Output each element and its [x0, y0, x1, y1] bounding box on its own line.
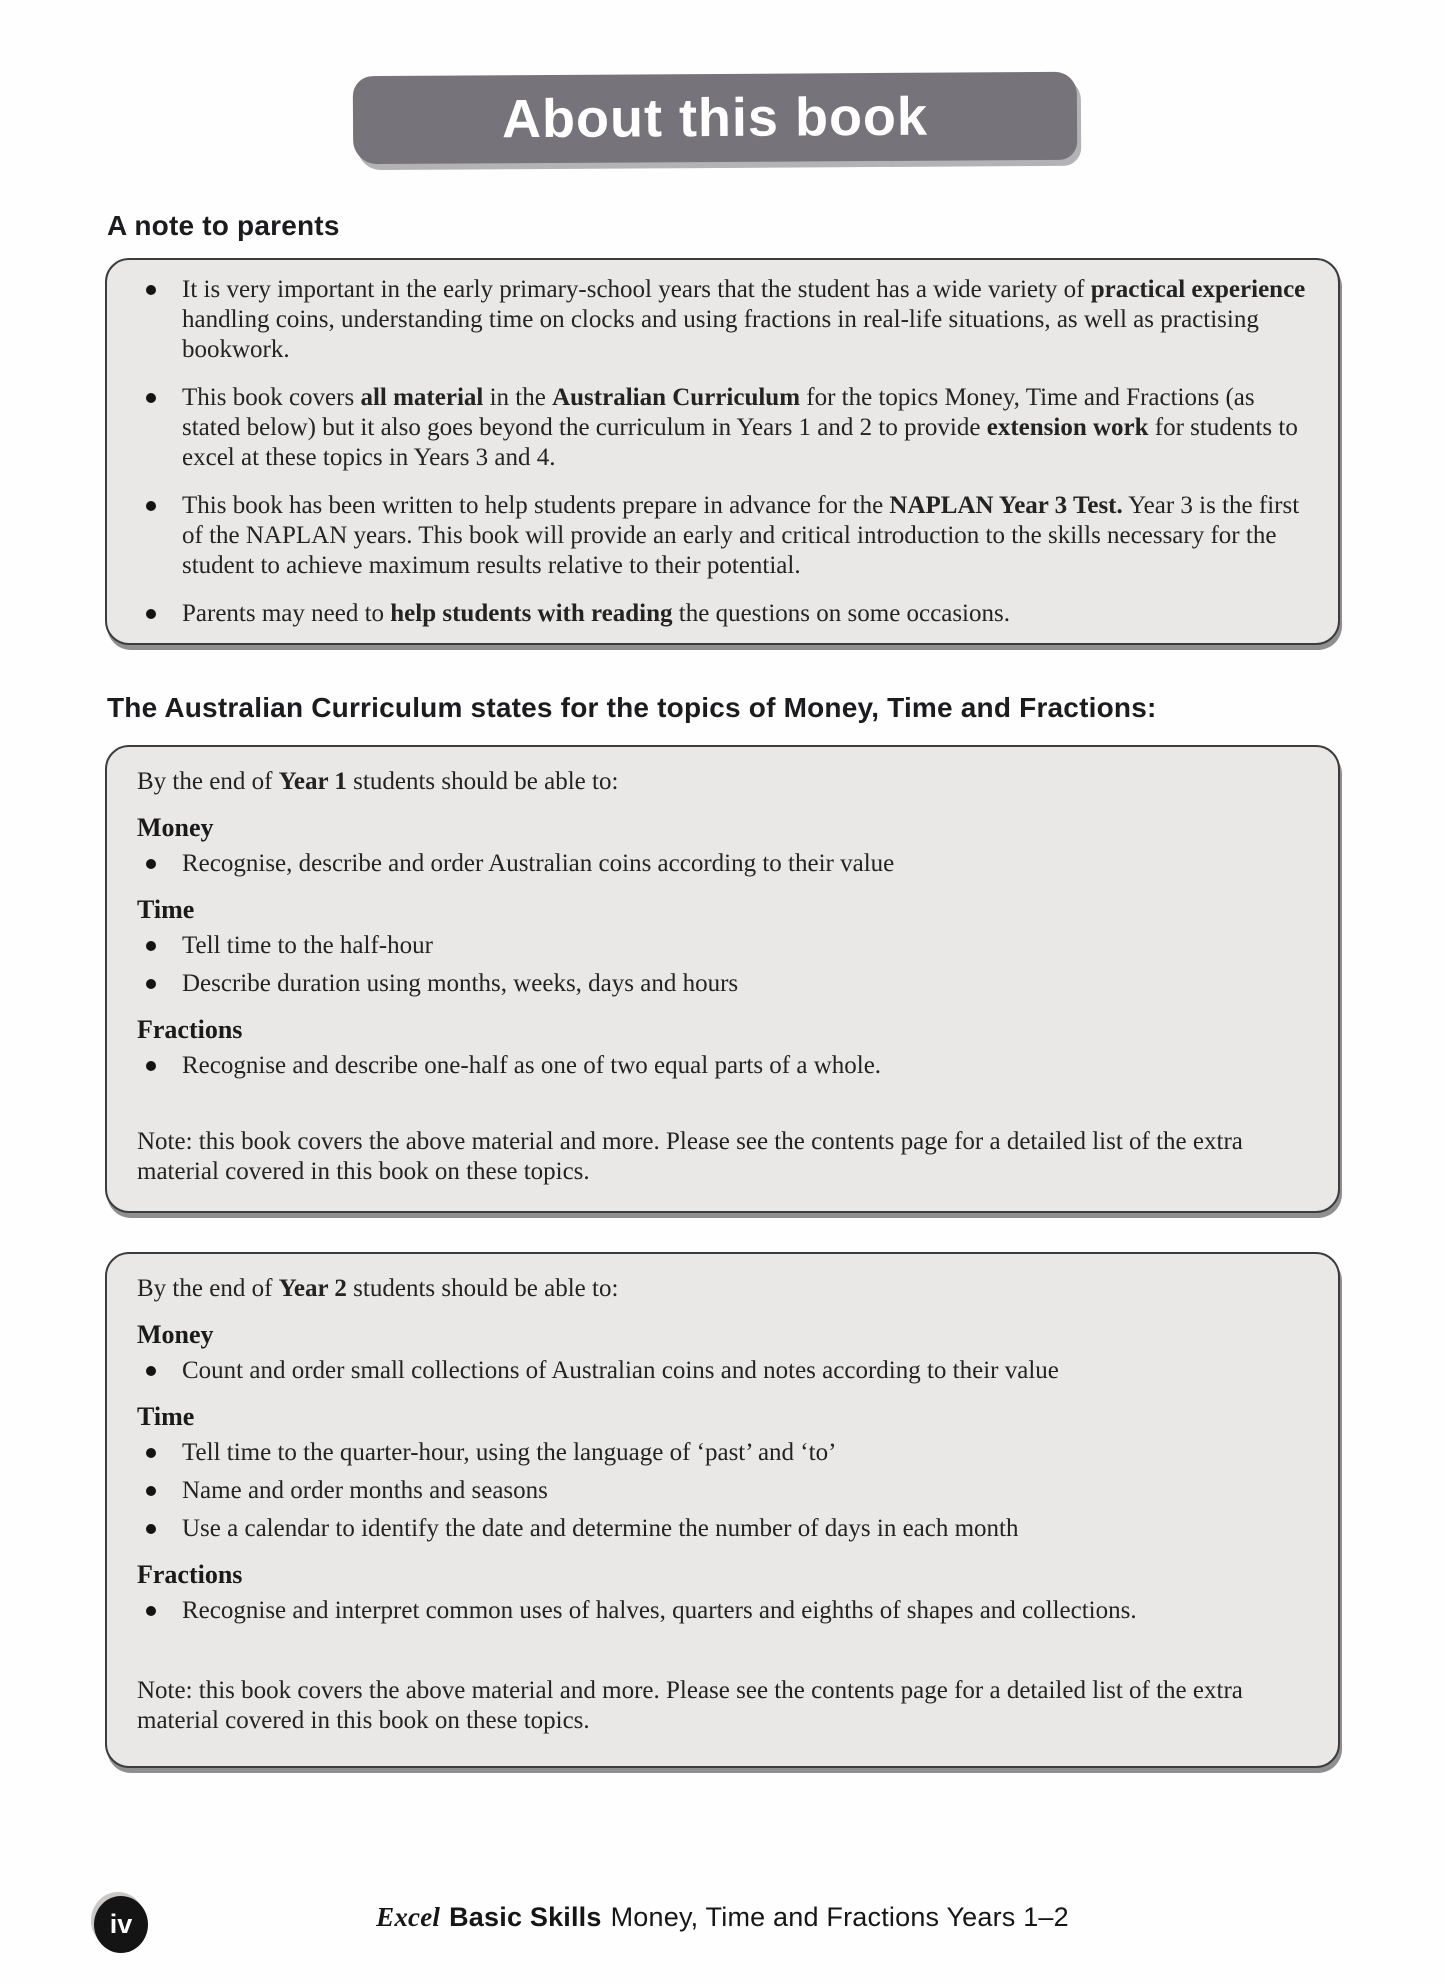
- year2-note: Note: this book covers the above material and more. Please see the contents page for a detailed list of the extra material covered in this book on these topics.: [137, 1677, 1243, 1734]
- list-item: [137, 1356, 1308, 1386]
- year1-fractions-title: Fractions: [137, 1015, 243, 1044]
- list-item: [137, 383, 1308, 473]
- list-item: [137, 931, 1308, 961]
- year1-money-list: [137, 849, 1308, 879]
- parents-note-box: [105, 258, 1340, 645]
- year2-fractions-list: [137, 1596, 1308, 1626]
- page-title-banner: [353, 72, 1078, 164]
- list-item: [137, 599, 1308, 629]
- bullet-icon: [146, 1061, 156, 1071]
- curriculum-bullet-text: Tell time to the half-hour: [182, 932, 433, 959]
- bullet-icon: [146, 859, 156, 869]
- curriculum-bullet-text: Recognise and describe one-half as one of two equal parts of a whole.: [182, 1052, 882, 1079]
- year2-money-title: Money: [137, 1320, 214, 1349]
- curriculum-heading: The Australian Curriculum states for the topics of Money, Time and Fractions:: [107, 692, 1157, 723]
- note-bullet-text: Parents may need to help students with reading the questions on some occasions.: [182, 600, 1010, 627]
- year2-time-title: Time: [137, 1402, 195, 1431]
- list-item: [137, 1514, 1308, 1544]
- curriculum-bullet-text: Use a calendar to identify the date and determine the number of days in each month: [182, 1515, 1019, 1542]
- bullet-icon: [146, 609, 156, 619]
- bullet-icon: [146, 393, 156, 403]
- bullet-icon: [146, 1366, 156, 1376]
- year2-time-list: [137, 1438, 1308, 1544]
- list-item: [137, 275, 1308, 365]
- curriculum-bullet-text: Count and order small collections of Australian coins and notes according to their value: [182, 1357, 1059, 1384]
- series-name: Excel: [376, 1902, 441, 1932]
- curriculum-bullet-text: Describe duration using months, weeks, days and hours: [182, 970, 739, 997]
- list-item: [137, 491, 1308, 581]
- year1-money-title: Money: [137, 813, 214, 842]
- page-number: iv: [109, 1909, 133, 1939]
- list-item: [137, 969, 1308, 999]
- list-item: [137, 1476, 1308, 1506]
- year2-curriculum-box: [105, 1252, 1340, 1768]
- year2-money-list: [137, 1356, 1308, 1386]
- bullet-icon: [146, 501, 156, 511]
- note-to-parents-heading: A note to parents: [107, 210, 340, 241]
- list-item: [137, 1051, 1308, 1081]
- series-suffix: Basic Skills: [449, 1902, 602, 1932]
- curriculum-bullet-text: Tell time to the quarter-hour, using the language of ‘past’ and ‘to’: [182, 1439, 837, 1466]
- year1-time-title: Time: [137, 895, 195, 924]
- year1-intro: By the end of Year 1 students should be able to:: [137, 768, 619, 795]
- list-item: [137, 1438, 1308, 1468]
- curriculum-bullet-text: Name and order months and seasons: [182, 1477, 548, 1504]
- page-title: About this book: [501, 86, 929, 150]
- list-item: [137, 849, 1308, 879]
- book-title: Money, Time and Fractions Years 1–2: [610, 1902, 1069, 1932]
- note-bullet-text: This book has been written to help students prepare in advance for the NAPLAN Year 3 Test. Year 3 is the first of the NAPLAN years. This book will provide an early and critical introduction to the skills necessary for the student to achieve maximum results relative to their potential.: [182, 492, 1300, 579]
- year1-note: Note: this book covers the above material and more. Please see the contents page for a detailed list of the extra material covered in this book on these topics.: [137, 1128, 1243, 1185]
- list-item: [137, 1596, 1308, 1626]
- bullet-icon: [146, 941, 156, 951]
- year1-time-list: [137, 931, 1308, 999]
- year1-fractions-list: [137, 1051, 1308, 1081]
- note-bullet-text: It is very important in the early primary-school years that the student has a wide variety of practical experience handling coins, understanding time on clocks and using fractions in real-life situations, as well as practising bookwork.: [182, 276, 1306, 363]
- bullet-icon: [146, 285, 156, 295]
- bullet-icon: [146, 1486, 156, 1496]
- bullet-icon: [146, 1524, 156, 1534]
- footer-book-title: [105, 1902, 1340, 1933]
- bullet-icon: [146, 1448, 156, 1458]
- year2-fractions-title: Fractions: [137, 1560, 243, 1589]
- curriculum-bullet-text: Recognise, describe and order Australian coins according to their value: [182, 850, 895, 877]
- bullet-icon: [146, 1606, 156, 1616]
- parents-note-list: [137, 275, 1308, 629]
- year2-intro: By the end of Year 2 students should be able to:: [137, 1275, 619, 1302]
- bullet-icon: [146, 979, 156, 989]
- note-bullet-text: This book covers all material in the Australian Curriculum for the topics Money, Time and Fractions (as stated below) but it also goes beyond the curriculum in Years 1 and 2 to provide extension work for students to excel at these topics in Years 3 and 4.: [182, 384, 1298, 471]
- curriculum-bullet-text: Recognise and interpret common uses of halves, quarters and eighths of shapes and collections.: [182, 1597, 1137, 1624]
- year1-curriculum-box: [105, 745, 1340, 1213]
